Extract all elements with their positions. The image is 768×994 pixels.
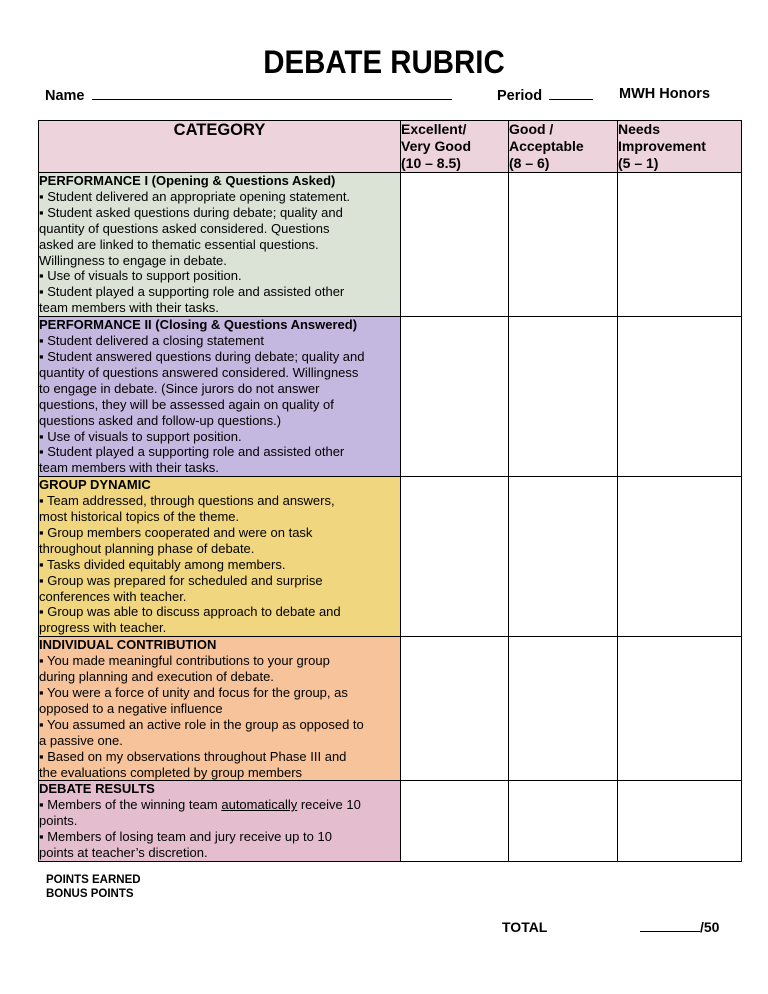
criterion-line: ▪ Student answered questions during debate; quality and	[39, 348, 365, 364]
total-score	[640, 919, 719, 935]
period-field[interactable]	[497, 86, 593, 104]
category-title: PERFORMANCE II (Closing & Questions Answered)	[39, 317, 358, 333]
criterion-line: ▪ Tasks divided equitably among members.	[39, 556, 286, 572]
name-blank[interactable]	[92, 86, 452, 100]
table-row	[39, 477, 742, 637]
period-label: Period	[497, 88, 543, 104]
criterion-line: ▪ Members of the winning team automatically receive 10	[39, 797, 361, 813]
category-header: CATEGORY	[39, 121, 401, 173]
criterion-line: ▪ Student asked questions during debate; quality and	[39, 204, 343, 220]
criterion-line: ▪ You assumed an active role in the group as opposed to	[39, 716, 364, 732]
criterion-line: ▪ Student delivered an appropriate opening statement.	[39, 188, 351, 204]
category-performance-1	[39, 173, 401, 317]
header-row	[39, 121, 742, 173]
criterion-line: team members with their tasks.	[39, 460, 219, 476]
category-title: INDIVIDUAL CONTRIBUTION	[39, 637, 217, 653]
criterion-line: the evaluations completed by group members	[39, 764, 303, 780]
criterion-line: a passive one.	[39, 732, 123, 748]
criterion-line: ▪ Student played a supporting role and assisted other	[39, 284, 345, 300]
criterion-line: quantity of questions answered considered. Willingness	[39, 364, 359, 380]
page-title: DEBATE RUBRIC	[263, 44, 505, 80]
criterion-line: Willingness to engage in debate.	[39, 252, 227, 268]
criterion-line: questions asked and follow-up questions.)	[39, 412, 282, 428]
criterion-line: ▪ Student delivered a closing statement	[39, 333, 265, 349]
criterion-line: points at teacher’s discretion.	[39, 845, 208, 861]
category-title: DEBATE RESULTS	[39, 781, 155, 797]
score-cell-good[interactable]	[509, 477, 618, 637]
score-cell-needs-improvement[interactable]	[618, 173, 742, 317]
category-title: GROUP DYNAMIC	[39, 477, 151, 493]
score-cell-needs-improvement[interactable]	[618, 317, 742, 477]
name-label: Name	[45, 88, 85, 104]
level-header-good: Good / Acceptable (8 – 6)	[509, 121, 618, 173]
total-max: /50	[700, 919, 720, 935]
criterion-line: to engage in debate. (Since jurors do not answer	[39, 380, 320, 396]
period-blank[interactable]	[549, 86, 593, 100]
criterion-line: ▪ Based on my observations throughout Phase III and	[39, 748, 347, 764]
criterion-line: opposed to a negative influence	[39, 700, 223, 716]
score-cell-good[interactable]	[509, 317, 618, 477]
score-cell-excellent[interactable]	[401, 477, 509, 637]
criterion-line: throughout planning phase of debate.	[39, 540, 255, 556]
table-row	[39, 317, 742, 477]
criterion-line: ▪ Members of losing team and jury receive up to 10	[39, 829, 332, 845]
level-header-needs-improvement: Needs Improvement (5 – 1)	[618, 121, 742, 173]
criterion-line: quantity of questions asked considered. Questions	[39, 220, 330, 236]
table-row	[39, 637, 742, 781]
category-debate-results	[39, 781, 401, 862]
criterion-line: ▪ Group members cooperated and were on task	[39, 524, 313, 540]
score-cell-needs-improvement[interactable]	[618, 477, 742, 637]
emphasis-automatically: automatically	[221, 797, 298, 813]
criterion-line: ▪ Group was able to discuss approach to debate and	[39, 604, 341, 620]
category-performance-2	[39, 317, 401, 477]
criterion-line: ▪ You were a force of unity and focus for the group, as	[39, 685, 348, 700]
table-row	[39, 173, 742, 317]
bonus-points-label: BONUS POINTS	[46, 888, 134, 900]
score-cell-good[interactable]	[509, 781, 618, 862]
class-label: MWH Honors	[619, 86, 711, 102]
table-row	[39, 781, 742, 862]
category-group-dynamic	[39, 477, 401, 637]
criterion-line: team members with their tasks.	[39, 300, 219, 316]
score-cell-excellent[interactable]	[401, 781, 509, 862]
criterion-line: conferences with teacher.	[39, 588, 187, 604]
criterion-line: ▪ Use of visuals to support position.	[39, 268, 242, 284]
name-field[interactable]	[45, 86, 452, 104]
score-cell-excellent[interactable]	[401, 317, 509, 477]
criterion-line: ▪ Group was prepared for scheduled and surprise	[39, 572, 323, 588]
score-cell-good[interactable]	[509, 637, 618, 781]
criterion-line: ▪ You made meaningful contributions to your group	[39, 653, 330, 669]
score-cell-excellent[interactable]	[401, 637, 509, 781]
rubric-table	[38, 120, 742, 862]
criterion-line: questions, they will be assessed again on quality of	[39, 396, 334, 412]
criterion-line: ▪ Team addressed, through questions and answers,	[39, 493, 335, 509]
criterion-line: most historical topics of the theme.	[39, 509, 240, 525]
criterion-line: ▪ Student played a supporting role and assisted other	[39, 444, 345, 460]
criterion-line: asked are linked to thematic essential questions.	[39, 236, 319, 252]
points-earned-label: POINTS EARNED	[46, 874, 141, 886]
level-header-excellent: Excellent/ Very Good (10 – 8.5)	[401, 121, 509, 173]
score-cell-good[interactable]	[509, 173, 618, 317]
criterion-line: ▪ Use of visuals to support position.	[39, 428, 242, 444]
criterion-line: during planning and execution of debate.	[39, 669, 274, 685]
category-title: PERFORMANCE I (Opening & Questions Asked)	[39, 173, 336, 188]
total-label: TOTAL	[502, 919, 548, 935]
criterion-line: points.	[39, 813, 78, 829]
score-cell-needs-improvement[interactable]	[618, 781, 742, 862]
total-blank[interactable]	[640, 919, 700, 932]
category-individual-contribution	[39, 637, 401, 781]
score-cell-excellent[interactable]	[401, 173, 509, 317]
score-cell-needs-improvement[interactable]	[618, 637, 742, 781]
criterion-line: progress with teacher.	[39, 620, 167, 636]
